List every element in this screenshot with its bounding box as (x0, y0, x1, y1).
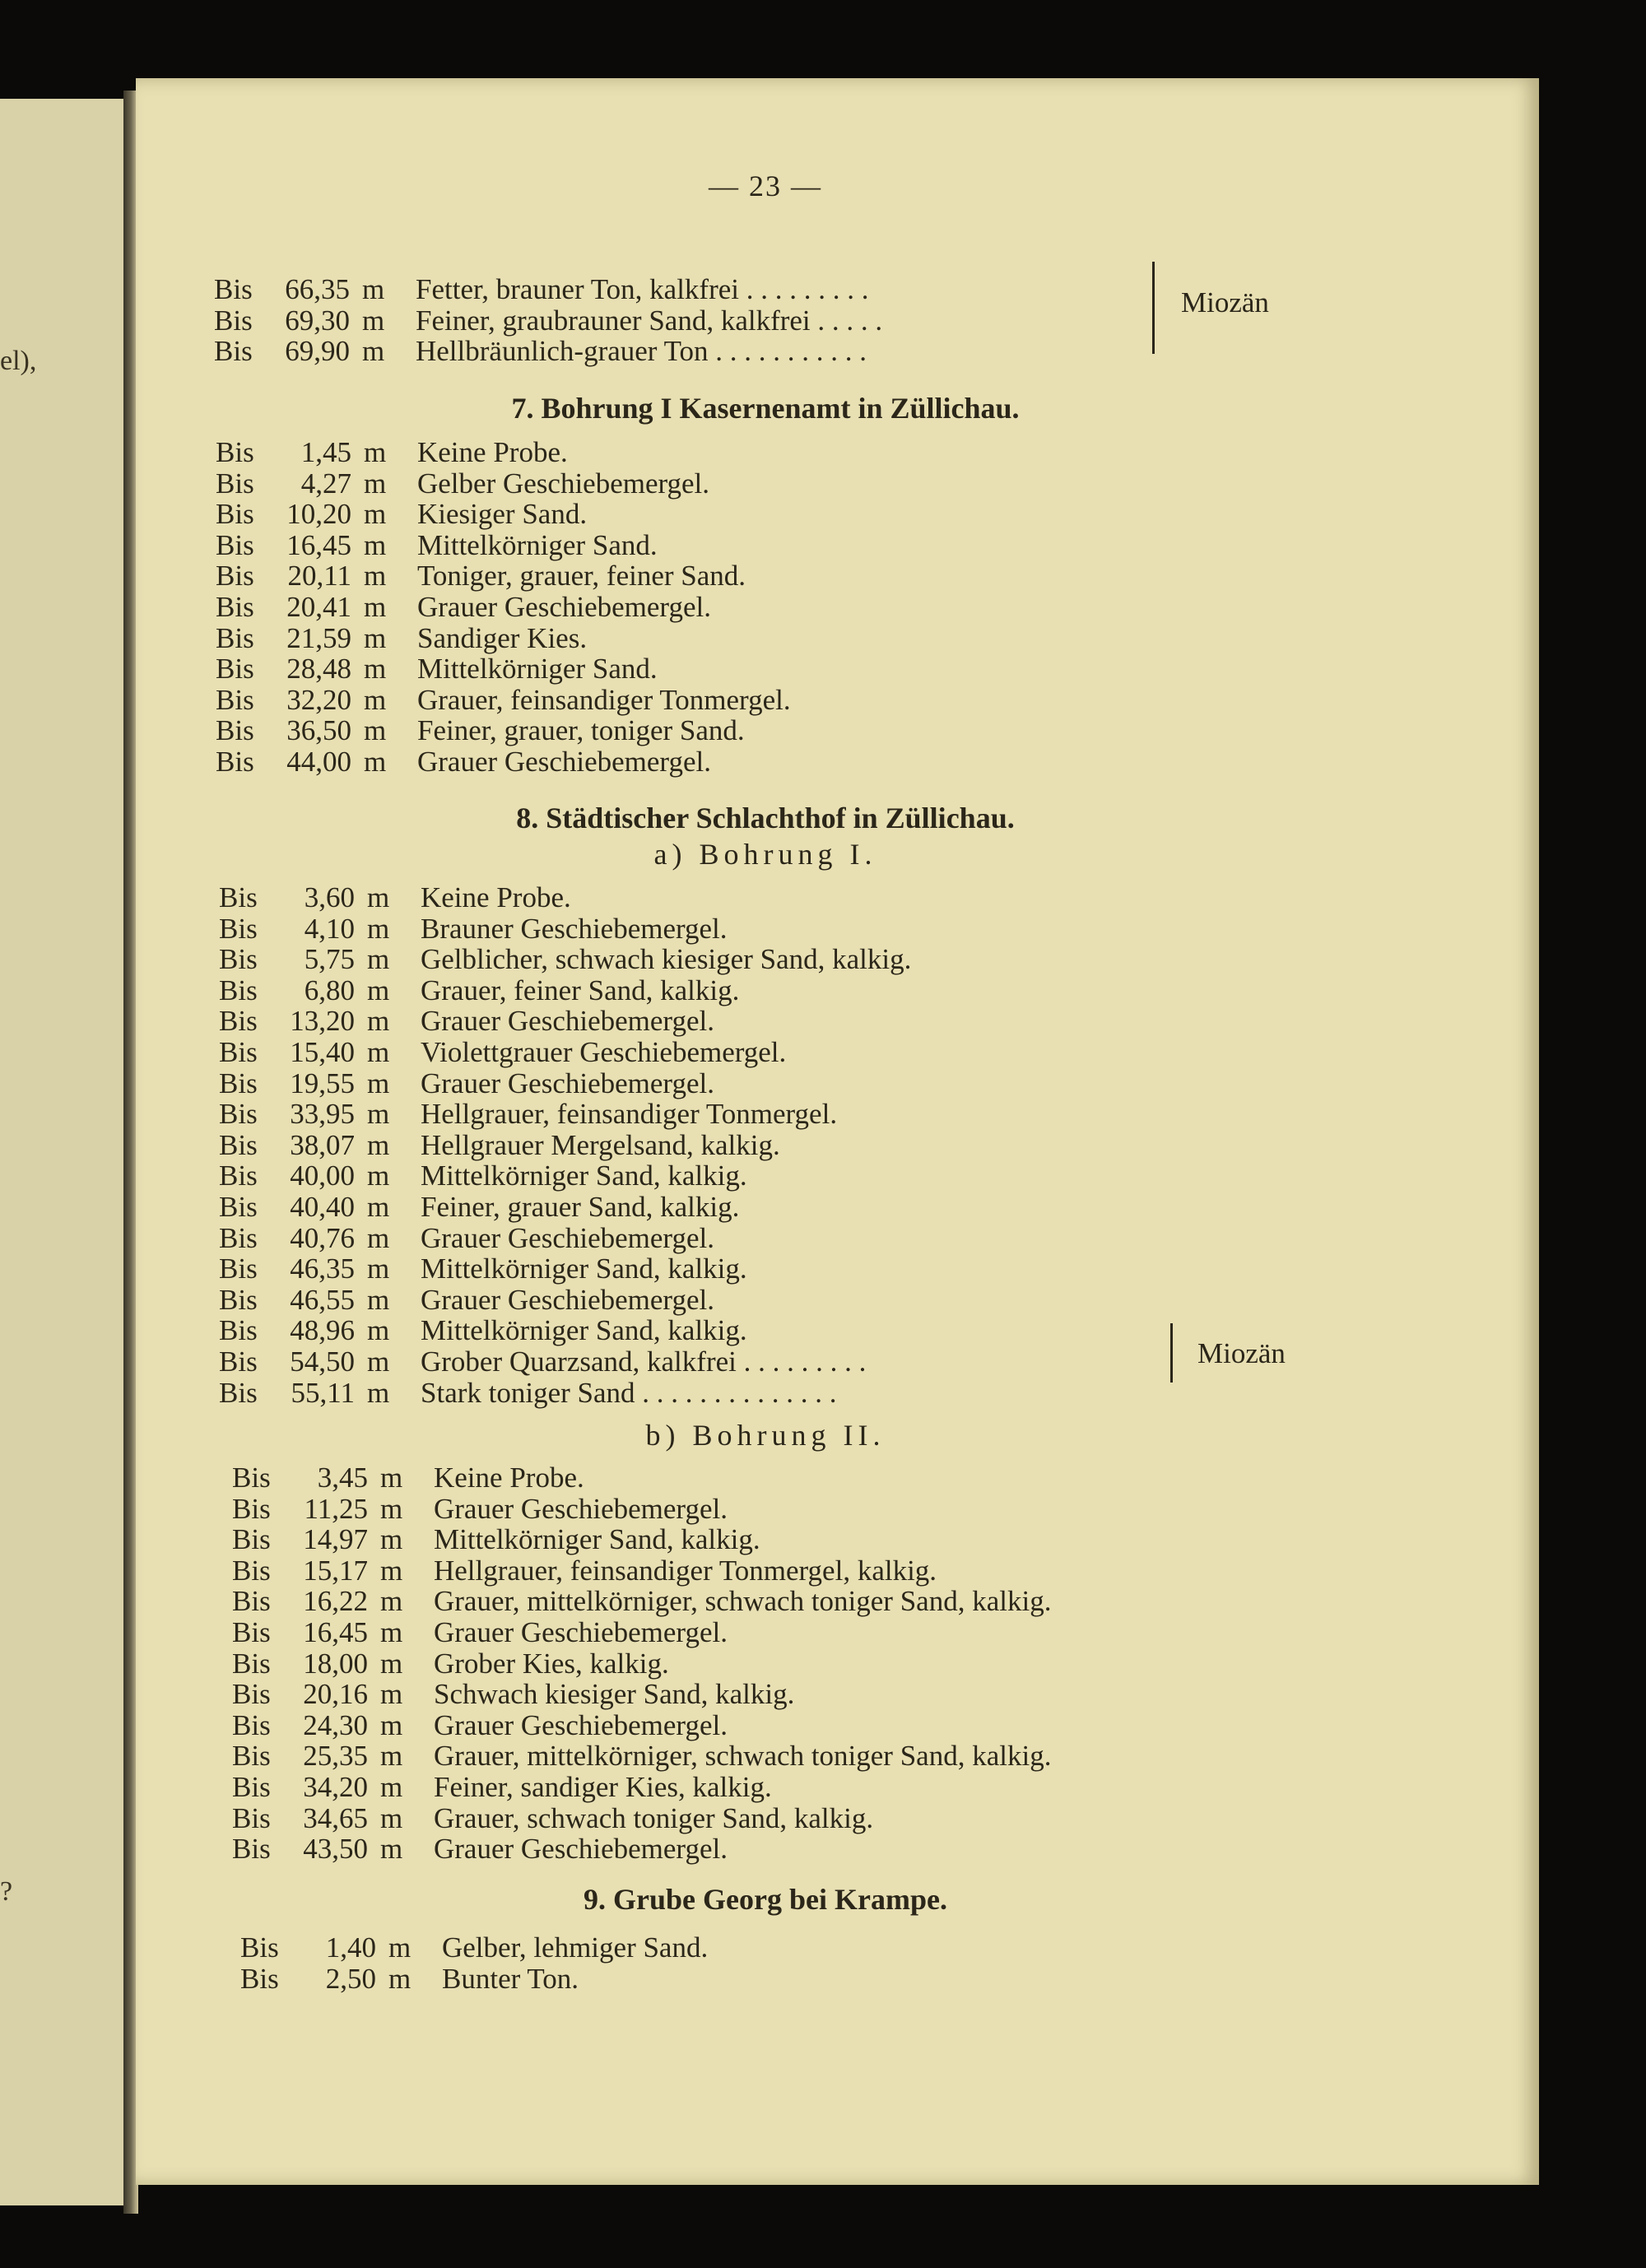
depth-value: 18,00 (303, 1647, 368, 1680)
layer-description: Grauer, feiner Sand, kalkig. (421, 974, 740, 1006)
depth-value: 38,07 (290, 1128, 355, 1161)
depth-unit: m (362, 335, 385, 368)
depth-prefix: Bis (219, 1098, 258, 1131)
depth-unit: m (388, 1962, 412, 1995)
depth-prefix: Bis (219, 1253, 258, 1285)
depth-prefix: Bis (240, 1931, 279, 1964)
layer-description: Toniger, grauer, feiner Sand. (417, 560, 746, 593)
page-number: — 23 — (709, 170, 822, 202)
depth-value: 55,11 (291, 1376, 355, 1409)
depth-value: 1,45 (300, 436, 351, 468)
depth-prefix: Bis (232, 1770, 271, 1803)
layer-description: Grober Quarzsand, kalkfrei . . . . . . . . . (421, 1345, 867, 1378)
depth-unit: m (367, 1160, 390, 1192)
depth-unit: m (367, 912, 390, 945)
subsection-heading: a) Bohrung I. (653, 838, 877, 871)
depth-unit: m (367, 1128, 390, 1161)
depth-prefix: Bis (219, 1221, 258, 1254)
depth-prefix: Bis (232, 1708, 271, 1741)
depth-value: 5,75 (304, 943, 355, 976)
depth-prefix: Bis (216, 436, 254, 468)
depth-prefix: Bis (216, 714, 254, 747)
depth-value: 3,45 (317, 1462, 368, 1494)
depth-unit: m (367, 1345, 390, 1378)
bracket-label: Miozän (1197, 1337, 1286, 1369)
layer-description: Grauer Geschiebemergel. (434, 1708, 728, 1741)
depth-value: 16,45 (303, 1615, 368, 1648)
layer-description: Mittelkörniger Sand, kalkig. (421, 1314, 747, 1347)
depth-prefix: Bis (216, 745, 254, 778)
layer-description: Mittelkörniger Sand. (417, 528, 658, 561)
depth-unit: m (380, 1801, 403, 1834)
depth-unit: m (380, 1833, 403, 1866)
depth-value: 24,30 (303, 1708, 368, 1741)
depth-prefix: Bis (219, 943, 258, 976)
layer-description: Feiner, grauer Sand, kalkig. (421, 1190, 740, 1223)
depth-value: 10,20 (286, 498, 351, 531)
depth-unit: m (367, 1376, 390, 1409)
depth-value: 14,97 (303, 1523, 368, 1556)
depth-unit: m (380, 1585, 403, 1618)
depth-prefix: Bis (219, 1128, 258, 1161)
section-heading: 8. Städtischer Schlachthof in Züllichau. (516, 802, 1015, 834)
depth-value: 1,40 (325, 1931, 376, 1964)
layer-description: Keine Probe. (417, 436, 568, 468)
depth-unit: m (380, 1615, 403, 1648)
layer-description: Hellgrauer, feinsandiger Tonmergel, kalkig. (434, 1554, 937, 1587)
depth-value: 66,35 (285, 273, 350, 305)
depth-value: 43,50 (303, 1833, 368, 1866)
layer-description: Feiner, grauer, toniger Sand. (417, 714, 745, 747)
layer-description: Mittelkörniger Sand. (417, 653, 658, 686)
depth-unit: m (367, 1005, 390, 1038)
depth-unit: m (380, 1554, 403, 1587)
layer-description: Sandiger Kies. (417, 621, 588, 654)
depth-value: 36,50 (286, 714, 351, 747)
depth-prefix: Bis (219, 1283, 258, 1316)
depth-prefix: Bis (219, 1314, 258, 1347)
depth-unit: m (364, 528, 387, 561)
depth-value: 19,55 (290, 1067, 355, 1099)
depth-unit: m (362, 304, 385, 337)
depth-prefix: Bis (219, 1067, 258, 1099)
depth-value: 6,80 (304, 974, 355, 1006)
depth-prefix: Bis (219, 912, 258, 945)
layer-description: Mittelkörniger Sand, kalkig. (421, 1160, 747, 1192)
depth-value: 13,20 (290, 1005, 355, 1038)
depth-prefix: Bis (232, 1801, 271, 1834)
layer-description: Grober Kies, kalkig. (434, 1647, 669, 1680)
depth-value: 3,60 (304, 881, 355, 913)
layer-description: Grauer Geschiebemergel. (421, 1005, 714, 1038)
depth-prefix: Bis (216, 528, 254, 561)
depth-unit: m (367, 1283, 390, 1316)
depth-prefix: Bis (219, 1160, 258, 1192)
depth-prefix: Bis (214, 304, 253, 337)
depth-unit: m (364, 653, 387, 686)
depth-prefix: Bis (219, 1345, 258, 1378)
bracket (1152, 262, 1163, 354)
depth-value: 4,27 (300, 467, 351, 500)
depth-unit: m (367, 1253, 390, 1285)
layer-description: Fetter, brauner Ton, kalkfrei . . . . . . . . . (416, 273, 869, 305)
depth-prefix: Bis (232, 1523, 271, 1556)
depth-value: 11,25 (304, 1492, 368, 1525)
left-page-fragment: el), (0, 346, 37, 376)
depth-value: 4,10 (304, 912, 355, 945)
layer-description: Hellgrauer Mergelsand, kalkig. (421, 1128, 780, 1161)
layer-description: Hellbräunlich-grauer Ton . . . . . . . . . . . (416, 335, 867, 368)
depth-value: 46,55 (290, 1283, 355, 1316)
layer-description: Grauer Geschiebemergel. (421, 1067, 714, 1099)
depth-value: 69,90 (285, 335, 350, 368)
depth-unit: m (364, 436, 387, 468)
layer-description: Grauer Geschiebemergel. (421, 1283, 714, 1316)
depth-prefix: Bis (232, 1833, 271, 1866)
depth-prefix: Bis (232, 1492, 271, 1525)
depth-unit: m (380, 1740, 403, 1773)
depth-unit: m (367, 974, 390, 1006)
depth-prefix: Bis (216, 467, 254, 500)
layer-description: Kiesiger Sand. (417, 498, 588, 531)
depth-unit: m (362, 273, 385, 305)
depth-prefix: Bis (219, 1190, 258, 1223)
depth-value: 15,40 (290, 1035, 355, 1068)
layer-description: Gelber, lehmiger Sand. (442, 1931, 709, 1964)
depth-unit: m (388, 1931, 412, 1964)
layer-description: Hellgrauer, feinsandiger Tonmergel. (421, 1098, 838, 1131)
depth-unit: m (367, 1067, 390, 1099)
section-heading: 9. Grube Georg bei Krampe. (584, 1883, 947, 1916)
depth-unit: m (367, 1190, 390, 1223)
depth-prefix: Bis (216, 560, 254, 593)
depth-prefix: Bis (216, 590, 254, 623)
layer-description: Grauer Geschiebemergel. (417, 745, 711, 778)
depth-value: 32,20 (286, 683, 351, 716)
depth-unit: m (364, 621, 387, 654)
layer-description: Keine Probe. (434, 1462, 584, 1494)
depth-value: 46,35 (290, 1253, 355, 1285)
depth-prefix: Bis (219, 1035, 258, 1068)
depth-unit: m (364, 467, 387, 500)
depth-value: 44,00 (286, 745, 351, 778)
layer-description: Grauer, feinsandiger Tonmergel. (417, 683, 791, 716)
layer-description: Stark toniger Sand . . . . . . . . . . . . . . (421, 1376, 837, 1409)
depth-prefix: Bis (232, 1647, 271, 1680)
depth-value: 48,96 (290, 1314, 355, 1347)
depth-unit: m (367, 943, 390, 976)
layer-description: Grauer Geschiebemergel. (417, 590, 711, 623)
depth-prefix: Bis (219, 1005, 258, 1038)
depth-prefix: Bis (232, 1554, 271, 1587)
depth-unit: m (364, 498, 387, 531)
depth-value: 34,65 (303, 1801, 368, 1834)
layer-description: Grauer Geschiebemergel. (434, 1615, 728, 1648)
layer-description: Grauer, schwach toniger Sand, kalkig. (434, 1801, 874, 1834)
depth-value: 25,35 (303, 1740, 368, 1773)
depth-value: 15,17 (303, 1554, 368, 1587)
depth-unit: m (364, 560, 387, 593)
layer-description: Grauer, mittelkörniger, schwach toniger Sand, kalkig. (434, 1585, 1052, 1618)
depth-unit: m (367, 1314, 390, 1347)
layer-description: Grauer Geschiebemergel. (434, 1833, 728, 1866)
depth-unit: m (364, 745, 387, 778)
depth-prefix: Bis (216, 653, 254, 686)
depth-value: 69,30 (285, 304, 350, 337)
section-heading: 7. Bohrung I Kasernenamt in Züllichau. (511, 392, 1020, 425)
depth-value: 20,16 (303, 1678, 368, 1711)
bracket-label: Miozän (1181, 286, 1269, 318)
depth-value: 20,41 (286, 590, 351, 623)
depth-value: 40,00 (290, 1160, 355, 1192)
depth-value: 40,40 (290, 1190, 355, 1223)
depth-prefix: Bis (216, 683, 254, 716)
depth-value: 2,50 (325, 1962, 376, 1995)
depth-unit: m (364, 714, 387, 747)
depth-unit: m (380, 1462, 403, 1494)
depth-unit: m (380, 1523, 403, 1556)
depth-unit: m (364, 590, 387, 623)
layer-description: Grauer Geschiebemergel. (434, 1492, 728, 1525)
depth-prefix: Bis (232, 1462, 271, 1494)
layer-description: Grauer, mittelkörniger, schwach toniger Sand, kalkig. (434, 1740, 1052, 1773)
depth-prefix: Bis (216, 621, 254, 654)
layer-description: Gelblicher, schwach kiesiger Sand, kalkig. (421, 943, 912, 976)
depth-prefix: Bis (219, 974, 258, 1006)
depth-prefix: Bis (216, 498, 254, 531)
layer-description: Mittelkörniger Sand, kalkig. (434, 1523, 760, 1556)
depth-unit: m (380, 1708, 403, 1741)
depth-value: 34,20 (303, 1770, 368, 1803)
depth-prefix: Bis (214, 273, 253, 305)
bracket (1170, 1323, 1181, 1383)
layer-description: Feiner, graubrauner Sand, kalkfrei . . . . . (416, 304, 883, 337)
layer-description: Gelber Geschiebemergel. (417, 467, 710, 500)
left-page-fragment: ? (0, 1876, 13, 1907)
depth-prefix: Bis (214, 335, 253, 368)
depth-value: 21,59 (286, 621, 351, 654)
layer-description: Mittelkörniger Sand, kalkig. (421, 1253, 747, 1285)
depth-value: 16,22 (303, 1585, 368, 1618)
depth-prefix: Bis (232, 1585, 271, 1618)
depth-value: 20,11 (287, 560, 351, 593)
layer-description: Schwach kiesiger Sand, kalkig. (434, 1678, 795, 1711)
depth-unit: m (367, 1098, 390, 1131)
depth-value: 40,76 (290, 1221, 355, 1254)
layer-description: Brauner Geschiebemergel. (421, 912, 728, 945)
depth-unit: m (380, 1678, 403, 1711)
depth-unit: m (367, 881, 390, 913)
depth-unit: m (380, 1770, 403, 1803)
depth-unit: m (364, 683, 387, 716)
depth-value: 16,45 (286, 528, 351, 561)
depth-prefix: Bis (232, 1740, 271, 1773)
layer-description: Violettgrauer Geschiebemergel. (421, 1035, 787, 1068)
depth-value: 28,48 (286, 653, 351, 686)
depth-value: 54,50 (290, 1345, 355, 1378)
depth-value: 33,95 (290, 1098, 355, 1131)
depth-unit: m (380, 1647, 403, 1680)
depth-unit: m (367, 1035, 390, 1068)
depth-prefix: Bis (232, 1678, 271, 1711)
subsection-heading: b) Bohrung II. (645, 1419, 886, 1452)
depth-prefix: Bis (219, 881, 258, 913)
depth-unit: m (380, 1492, 403, 1525)
layer-description: Feiner, sandiger Kies, kalkig. (434, 1770, 772, 1803)
layer-description: Keine Probe. (421, 881, 571, 913)
layer-description: Bunter Ton. (442, 1962, 579, 1995)
depth-prefix: Bis (240, 1962, 279, 1995)
depth-prefix: Bis (232, 1615, 271, 1648)
layer-description: Grauer Geschiebemergel. (421, 1221, 714, 1254)
depth-prefix: Bis (219, 1376, 258, 1409)
depth-unit: m (367, 1221, 390, 1254)
